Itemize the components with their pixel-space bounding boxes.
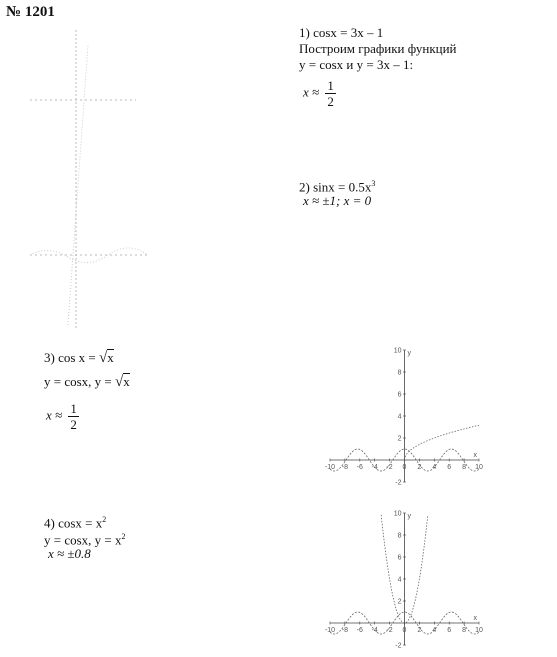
p3-fraction-num: 1 <box>70 401 77 416</box>
x-tick-label: 6 <box>447 627 452 634</box>
y-tick-label: 6 <box>397 391 402 399</box>
x-tick-label: -2 <box>386 627 393 634</box>
problem-number: № 1201 <box>6 4 55 20</box>
x-tick-label: 8 <box>462 464 467 471</box>
p1-answer-lhs: x ≈ <box>303 84 320 100</box>
p4-eq-base: 4) cosx = x <box>44 515 103 531</box>
x-tick-label: 4 <box>432 627 437 634</box>
p1-equation: 1) cosx = 3x – 1 <box>299 25 384 40</box>
x-axis-label: x <box>473 452 477 459</box>
p3-eq-pre: 3) cos x = <box>44 350 99 365</box>
p1-answer <box>303 78 336 109</box>
x-tick-label: -8 <box>341 627 349 634</box>
graph-cos-x2 <box>322 505 487 653</box>
y-tick-label: 2 <box>397 598 402 606</box>
x-tick-label: -2 <box>386 464 393 471</box>
y-tick-label: -2 <box>395 642 402 650</box>
x-tick-label: -6 <box>356 464 363 471</box>
x-tick-label: 0 <box>402 464 407 471</box>
p3-answer-fraction <box>68 401 79 432</box>
y-tick-label: 8 <box>397 532 402 540</box>
x-tick-label: -10 <box>324 464 336 471</box>
x-tick-label: -4 <box>371 464 378 471</box>
y-tick-label: 10 <box>393 510 402 518</box>
p1-fraction-den: 2 <box>327 94 334 109</box>
p2-eq-base: 2) sinx = 0.5x <box>299 179 372 195</box>
p3-equation <box>44 350 114 366</box>
y-tick-label: 6 <box>397 554 402 562</box>
x-tick-label: 6 <box>447 464 452 471</box>
p2-eq-exp: 3 <box>371 179 376 188</box>
p3-line2 <box>44 374 130 390</box>
y-tick-label: 4 <box>397 576 402 584</box>
p4-answer: x ≈ ±0.8 <box>48 546 91 561</box>
x-tick-label: 4 <box>432 464 437 471</box>
p3-line2-pre: y = cosx, y = <box>44 374 115 389</box>
faint-graph-cos-3x <box>28 25 143 335</box>
x-tick-label: 2 <box>417 627 422 634</box>
p4-line2-base: y = cosx, y = x <box>44 532 122 548</box>
y-axis-label: y <box>407 513 411 520</box>
x-tick-label: 8 <box>462 627 467 634</box>
p4-line2-exp: 2 <box>121 532 126 541</box>
p1-answer-fraction <box>325 78 336 109</box>
p1-line2: Построим графики функций <box>299 41 457 56</box>
p3-answer <box>46 401 79 432</box>
x-tick-label: -4 <box>371 627 378 634</box>
p3-line2-rad: x <box>123 374 130 389</box>
x-axis-label: x <box>473 615 477 622</box>
x-tick-label: -8 <box>341 464 349 471</box>
y-tick-label: 8 <box>397 369 402 377</box>
p2-answer: x ≈ ±1; x = 0 <box>303 193 372 208</box>
p3-fraction-den: 2 <box>70 417 77 432</box>
p3-eq-rad: x <box>107 350 114 365</box>
graph-cos-sqrt <box>322 342 487 490</box>
x-tick-label: 10 <box>475 464 483 471</box>
x-tick-label: -10 <box>324 627 336 634</box>
x-tick-label: 10 <box>475 627 483 634</box>
series-line-2 <box>405 425 480 460</box>
x-tick-label: -6 <box>356 627 363 634</box>
sqrt-sign-icon: √ <box>115 374 124 390</box>
p4-eq-exp: 2 <box>102 515 107 524</box>
y-tick-label: 2 <box>397 435 402 443</box>
x-tick-label: 2 <box>417 464 422 471</box>
y-tick-label: 4 <box>397 413 402 421</box>
faint-line <box>68 45 88 325</box>
p1-line3: y = cosx и y = 3x – 1: <box>299 57 414 72</box>
p1-fraction-num: 1 <box>327 78 334 93</box>
y-axis-label: y <box>407 350 411 357</box>
y-tick-label: 10 <box>393 347 402 355</box>
x-tick-label: 0 <box>402 627 407 634</box>
y-tick-label: -2 <box>395 479 402 487</box>
p3-answer-lhs: x ≈ <box>46 407 63 423</box>
sqrt-sign-icon: √ <box>99 350 108 366</box>
